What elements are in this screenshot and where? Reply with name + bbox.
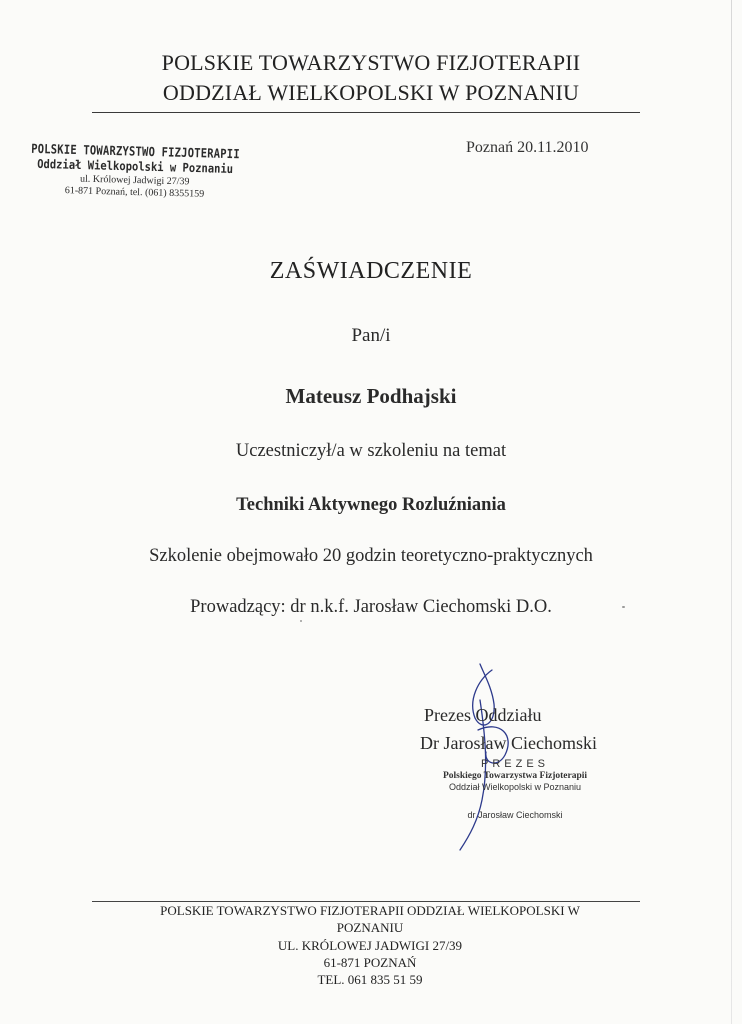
paper-speck bbox=[622, 606, 625, 608]
training-topic: Techniki Aktywnego Rozluźniania bbox=[236, 495, 506, 515]
instructor: Prowadzący: dr n.k.f. Jarosław Ciechomski D.O. bbox=[190, 597, 552, 617]
organization-stamp bbox=[29, 143, 240, 201]
stamp-line-1: POLSKIE TOWARZYSTWO FIZJOTERAPII bbox=[31, 142, 241, 162]
footer-divider bbox=[92, 901, 640, 902]
salutation: Pan/i bbox=[351, 325, 391, 346]
document-date: Poznań 20.11.2010 bbox=[466, 139, 589, 156]
header-divider bbox=[92, 112, 640, 113]
seal-line-1: PREZES bbox=[480, 758, 549, 770]
stamp-line-4: 61-871 Poznań, tel. (061) 8355159 bbox=[64, 184, 205, 200]
certificate-title: ZAŚWIADCZENIE bbox=[269, 258, 473, 284]
signatory-name: Dr Jarosław Ciechomski bbox=[420, 733, 597, 753]
paper-speck bbox=[300, 620, 302, 622]
training-hours: Szkolenie obejmowało 20 godzin teoretyczno-praktycznych bbox=[149, 546, 593, 566]
seal-line-4: dr Jarosław Ciechomski bbox=[467, 810, 563, 820]
footer-organization: POLSKIE TOWARZYSTWO FIZJOTERAPII ODDZIAŁ WIELKOPOLSKI W bbox=[160, 903, 580, 918]
participation-text: Uczestniczył/a w szkoleniu na temat bbox=[235, 441, 507, 461]
footer-street: UL. KRÓLOWEJ JADWIGI 27/39 bbox=[277, 938, 463, 953]
stamp-line-2: Oddział Wielkopolski w Poznaniu bbox=[36, 157, 234, 177]
footer-phone: TEL. 061 835 51 59 bbox=[317, 972, 423, 987]
header-branch: ODDZIAŁ WIELKOPOLSKI W POZNANIU bbox=[162, 80, 580, 105]
signatory-role: Prezes Oddziału bbox=[424, 705, 542, 725]
recipient-name: Mateusz Podhajski bbox=[285, 384, 457, 408]
president-seal bbox=[420, 758, 610, 820]
stamp-line-3: ul. Królowej Jadwigi 27/39 bbox=[79, 173, 190, 188]
seal-line-2: Polskiego Towarzystwa Fizjoterapii bbox=[442, 771, 588, 781]
seal-line-3: Oddział Wielkopolski w Poznaniu bbox=[448, 782, 582, 792]
footer-city: POZNANIU bbox=[336, 920, 404, 935]
header-organization: POLSKIE TOWARZYSTWO FIZJOTERAPII bbox=[161, 50, 581, 75]
footer-postcode: 61-871 POZNAŃ bbox=[323, 955, 417, 970]
